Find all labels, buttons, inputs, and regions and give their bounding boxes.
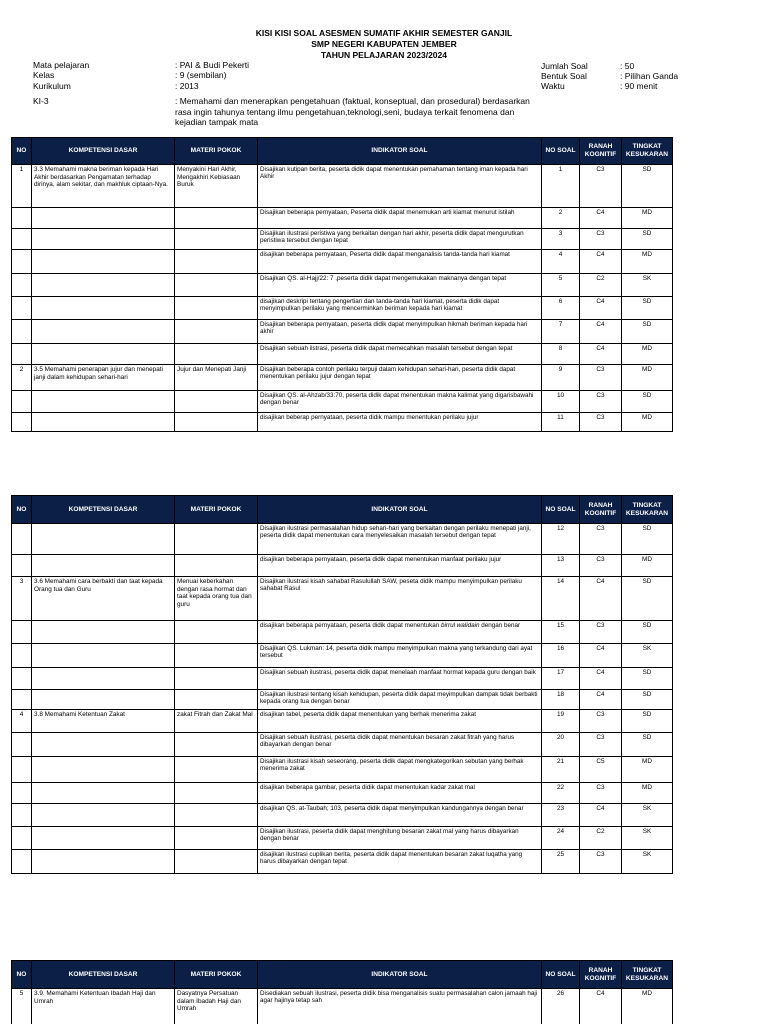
ranah: C3 [580, 850, 622, 874]
no-soal: 16 [542, 644, 580, 668]
ranah: C3 [580, 524, 622, 555]
col-indikator-soal: INDIKATOR SOAL [258, 496, 542, 524]
tingkat: SD [622, 524, 673, 555]
ranah: C5 [580, 757, 622, 783]
table-row [12, 165, 673, 208]
tingkat: MD [622, 208, 673, 229]
table-row [12, 989, 673, 1024]
no-soal: 20 [542, 733, 580, 757]
table-row [12, 850, 673, 874]
indikator: Disajikan kutipan berita, peserta didik dapat menentukan pemahaman tentang iman kepada hari Akhir [258, 165, 542, 208]
tingkat: MD [622, 344, 673, 365]
indikator: disajikan deskripi tentang pengertian dan tanda-tanda hari kiamat, peserta didik dapat menyimpulkan perilaku yang mencerminkan beriman kepada hari kiamat [258, 297, 542, 320]
ranah: C3 [580, 229, 622, 250]
ranah: C2 [580, 827, 622, 850]
indikator: Disajikan QS. al-Ahzab/33:70, peserta didik dapat menentukan makna kalimat yang digarisbawahi dengan benar [258, 391, 542, 413]
tingkat: MD [622, 757, 673, 783]
table-row [12, 365, 673, 391]
no-soal: 15 [542, 621, 580, 644]
no-soal: 25 [542, 850, 580, 874]
ranah: C4 [580, 577, 622, 621]
mapel-label: Mata pelajaran [33, 60, 90, 70]
no-soal: 3 [542, 229, 580, 250]
materi-pokok: zakat Fitrah dan Zakat Mal [175, 710, 258, 733]
no-soal: 12 [542, 524, 580, 555]
kisi-table-3 [11, 960, 673, 1024]
indikator: Disajikan sebuah ilstrasi, peserta didik dapat memecahkan masalah tersebut dengan tepat [258, 344, 542, 365]
no-soal: 6 [542, 297, 580, 320]
tingkat: MD [622, 783, 673, 804]
document-title-line1: KISI KISI SOAL ASESMEN SUMATIF AKHIR SEMESTER GANJIL [255, 28, 513, 38]
col-ranah-kognitif: RANAH KOGNITIF [580, 138, 622, 165]
indikator: Disajikan QS. al-Hajj/22: 7 ,peserta didik dapat mengemukakan maknanya dengan tepat [258, 274, 542, 297]
no-soal: 9 [542, 365, 580, 391]
tingkat: SK [622, 827, 673, 850]
table-row [12, 733, 673, 757]
tingkat: SK [622, 644, 673, 668]
table-row [12, 783, 673, 804]
tingkat: MD [622, 365, 673, 391]
row-no: 3 [12, 577, 32, 621]
row-no: 1 [12, 165, 32, 208]
ranah: C4 [580, 644, 622, 668]
col-kompetensi-dasar: KOMPETENSI DASAR [32, 138, 175, 165]
tingkat: SD [622, 577, 673, 621]
indikator-text: disajikan beberapa pernyataan, peserta didik dapat menentukan [260, 622, 440, 629]
kompetensi-dasar: 3.3 Memahami makna beriman kepada Hari Akhir berdasarkan Pengamatan terhadap dirinya, alam sekitar, dan makhluk ciptaan-Nya. [32, 165, 175, 208]
table-row [12, 320, 673, 344]
kurikulum-label: Kurikulum [33, 81, 71, 91]
indikator-italic: birrul walidain [441, 622, 480, 629]
tingkat: MD [622, 413, 673, 432]
ranah: C4 [580, 989, 622, 1024]
row-no: 2 [12, 365, 32, 391]
col-materi-pokok: MATERI POKOK [175, 138, 258, 165]
kompetensi-dasar: 3.5 Memahami penerapan jujur dan menepati janji dalam kehidupan sehari-hari [32, 365, 175, 391]
indikator: Disajikan ilustrasi kisah sahabat Rasulullah SAW, peseta didik mampu menyimpulkan perilaku sahabat Rasul [258, 577, 542, 621]
table-header-row [12, 961, 673, 989]
col-no-soal: NO SOAL [542, 138, 580, 165]
indikator: Disediakan sebuah ilustrasi, peserta didik bisa menganalisis suatu permasalahan calon jamaah haji agar hajinya tetap sah [258, 989, 542, 1024]
tingkat: SD [622, 320, 673, 344]
tingkat: SD [622, 710, 673, 733]
indikator: disajikan beberap pernyataan, peserta didik mampu menentukan perilaku jujur [258, 413, 542, 432]
document-title-line2: SMP NEGERI KABUPATEN JEMBER [311, 39, 457, 49]
indikator: disajikan QS. at-Taubah; 103, peserta didik dapat menyimpulkan kandungannya dengan benar [258, 804, 542, 827]
row-no: 5 [12, 989, 32, 1024]
col-kompetensi-dasar: KOMPETENSI DASAR [32, 496, 175, 524]
indikator: Disajikan ilustrasi, peserta didik dapat menghitung besaran zakat mal yang harus dibayarkan dengan benar [258, 827, 542, 850]
col-indikator-soal: INDIKATOR SOAL [258, 138, 542, 165]
materi-pokok: Menyakini Hari Akhir, Mengakhiri Kebiasaan Buruk [175, 165, 258, 208]
no-soal: 11 [542, 413, 580, 432]
ranah: C4 [580, 297, 622, 320]
tingkat: SK [622, 850, 673, 874]
indikator: Disajikan sebuah ilustrasi, peserta didik dapat menentukan besaran zakat fitrah yang harus dibayarkan dengan benar [258, 733, 542, 757]
table-row [12, 274, 673, 297]
waktu-label: Waktu [541, 81, 565, 91]
tingkat: SD [622, 391, 673, 413]
materi-pokok: Dasyatnya Persatuan dalam Ibadah Haji dan Umrah [175, 989, 258, 1024]
tingkat: MD [622, 250, 673, 274]
no-soal: 23 [542, 804, 580, 827]
kurikulum-value: : 2013 [175, 81, 199, 91]
ranah: C3 [580, 391, 622, 413]
kelas-label: Kelas [33, 70, 55, 80]
kisi-table-1 [11, 137, 673, 432]
no-soal: 18 [542, 690, 580, 710]
document-title-line3: TAHUN PELAJARAN 2023/2024 [321, 50, 447, 60]
table-row [12, 208, 673, 229]
col-ranah-kognitif: RANAH KOGNITIF [580, 961, 622, 989]
no-soal: 2 [542, 208, 580, 229]
tingkat: SD [622, 165, 673, 208]
table-row [12, 413, 673, 432]
tingkat: SD [622, 733, 673, 757]
bentuk-soal-value: : Pilihan Ganda [620, 71, 679, 81]
col-tingkat-kesukaran: TINGKAT KESUKARAN [622, 138, 673, 165]
indikator: disajikan ilustrasi cuplikan berita, peserta didik dapat menentukan besaran zakat luqatha yang harus dibayarkan dengan tepat [258, 850, 542, 874]
table-row [12, 644, 673, 668]
indikator: Disajikan beberapa pernyataan, peserta didik dapat menyimpulkan hikmah beriman kepada hari akhir [258, 320, 542, 344]
no-soal: 4 [542, 250, 580, 274]
ranah: C2 [580, 274, 622, 297]
table-row [12, 621, 673, 644]
bentuk-soal-label: Bentuk Soal [541, 71, 587, 81]
ranah: C3 [580, 733, 622, 757]
col-materi-pokok: MATERI POKOK [175, 961, 258, 989]
indikator: Disajikan ilustrasi tentang kisah kehidupan, peserta didik dapat meyimpulkan dampak tidak berbakti kepada orang tua dengan benar [258, 690, 542, 710]
no-soal: 19 [542, 710, 580, 733]
col-ranah-kognitif: RANAH KOGNITIF [580, 496, 622, 524]
tingkat: SD [622, 229, 673, 250]
no-soal: 14 [542, 577, 580, 621]
tingkat: SD [622, 690, 673, 710]
jumlah-soal-label: Jumlah Soal [541, 61, 588, 71]
jumlah-soal-value: : 50 [620, 61, 635, 71]
no-soal: 10 [542, 391, 580, 413]
table-row [12, 391, 673, 413]
indikator: Disajikan QS. Lukman: 14, peserta didik mampu menyimpulkan makna yang terkandung dari ayat tersebut [258, 644, 542, 668]
indikator: Disajikan beberapa contoh perilaku terpuji dalam kehidupan sehari-hari, peserta didik dapat menentukan perilaku jujur dengan tepat [258, 365, 542, 391]
tingkat: SD [622, 668, 673, 690]
no-soal: 17 [542, 668, 580, 690]
kisi-table-2 [11, 495, 673, 874]
ranah: C3 [580, 710, 622, 733]
waktu-value: : 90 menit [620, 81, 658, 91]
ranah: C4 [580, 668, 622, 690]
table-row [12, 297, 673, 320]
tingkat: SD [622, 297, 673, 320]
tingkat: SK [622, 804, 673, 827]
ranah: C3 [580, 621, 622, 644]
no-soal: 21 [542, 757, 580, 783]
table-row [12, 229, 673, 250]
ranah: C3 [580, 365, 622, 391]
row-no: 4 [12, 710, 32, 733]
col-no: NO [12, 496, 32, 524]
indikator: Disajikan ilustrasi kisah seseorang, peserta didik dapat mengkategorikan sebutan yang berhak menerima zakat [258, 757, 542, 783]
indikator: disajikan tabel, peserta didik dapat menentukan yang berhak menerima zakat [258, 710, 542, 733]
table-row [12, 250, 673, 274]
no-soal: 8 [542, 344, 580, 365]
ranah: C3 [580, 555, 622, 577]
indikator: disajikan beberapa gambar, peserta didik dapat menentukan kadar zakat mal [258, 783, 542, 804]
no-soal: 13 [542, 555, 580, 577]
ranah: C3 [580, 783, 622, 804]
col-tingkat-kesukaran: TINGKAT KESUKARAN [622, 961, 673, 989]
table-row [12, 344, 673, 365]
col-indikator-soal: INDIKATOR SOAL [258, 961, 542, 989]
ranah: C4 [580, 690, 622, 710]
ranah: C4 [580, 250, 622, 274]
tingkat: MD [622, 555, 673, 577]
tingkat: SD [622, 621, 673, 644]
indikator-tail: dengan benar [481, 622, 521, 629]
kelas-value: : 9 (sembilan) [175, 70, 227, 80]
materi-pokok: Menuai keberkahan dengan rasa hormat dan taat kepada orang tua dan guru [175, 577, 258, 621]
col-materi-pokok: MATERI POKOK [175, 496, 258, 524]
kompetensi-dasar: 3.6 Memahami cara berbakti dan taat kepada Orang tua dan Guru [32, 577, 175, 621]
table-header-row [12, 138, 673, 165]
ranah: C4 [580, 344, 622, 365]
ki-label: KI-3 [33, 96, 49, 106]
table-header-row [12, 496, 673, 524]
indikator: Disajikan beberapa pernyataan, Peserta didik dapat menemukan arti kiamat menurut istilah [258, 208, 542, 229]
materi-pokok: Jujur dan Menepati Janji [175, 365, 258, 391]
indikator: Disajikan ilustrasi peristiwa yang berkaitan dengan hari akhir, peserta didik dapat mengurutkan peristiwa tersebut dengan tepat [258, 229, 542, 250]
table-row [12, 524, 673, 555]
kompetensi-dasar: 3.9. Memahami Ketentuan Ibadah Haji dan Umrah [32, 989, 175, 1024]
col-kompetensi-dasar: KOMPETENSI DASAR [32, 961, 175, 989]
indikator [258, 621, 542, 644]
ranah: C4 [580, 320, 622, 344]
tingkat: MD [622, 989, 673, 1024]
col-no: NO [12, 138, 32, 165]
ki-value: : Memahami dan menerapkan pengetahuan (faktual, konseptual, dan prosedural) berdasarkan rasa ingin tahunya tentang ilmu pengetahuan,teknologi,seni, budaya terkait fenomena dan kejadian tampak mata [175, 96, 530, 127]
col-no-soal: NO SOAL [542, 496, 580, 524]
table-row [12, 757, 673, 783]
col-tingkat-kesukaran: TINGKAT KESUKARAN [622, 496, 673, 524]
table-row [12, 555, 673, 577]
indikator: Disajikan ilustrasi permasalahan hidup sehari-hari yang berkaitan dengan perilaku menepati janji, peserta didik dapat menentukan cara menyelesaikan masalah tersebut dengan tepat [258, 524, 542, 555]
mapel-value: : PAI & Budi Pekerti [175, 60, 250, 70]
no-soal: 26 [542, 989, 580, 1024]
ranah: C3 [580, 165, 622, 208]
indikator: Disajikan sebuah ilustrasi, peserta didik dapat menelaah manfaat hormat kepada guru dengan baik [258, 668, 542, 690]
table-row [12, 827, 673, 850]
no-soal: 22 [542, 783, 580, 804]
indikator: disajikan beberapa pernyataan, Peserta didik dapat menganalisis tanda-tanda hari kiamat [258, 250, 542, 274]
no-soal: 5 [542, 274, 580, 297]
table-row [12, 710, 673, 733]
col-no-soal: NO SOAL [542, 961, 580, 989]
indikator: disajikan beberapa pernyataan, peserta didik dapat menentukan manfaat perilaku jujur [258, 555, 542, 577]
table-row [12, 804, 673, 827]
table-row [12, 668, 673, 690]
ranah: C4 [580, 804, 622, 827]
no-soal: 24 [542, 827, 580, 850]
no-soal: 7 [542, 320, 580, 344]
table-row [12, 577, 673, 621]
col-no: NO [12, 961, 32, 989]
ranah: C4 [580, 208, 622, 229]
kompetensi-dasar: 3.8 Memahami Ketentuan Zakat [32, 710, 175, 733]
ranah: C3 [580, 413, 622, 432]
no-soal: 1 [542, 165, 580, 208]
tingkat: SK [622, 274, 673, 297]
table-row [12, 690, 673, 710]
